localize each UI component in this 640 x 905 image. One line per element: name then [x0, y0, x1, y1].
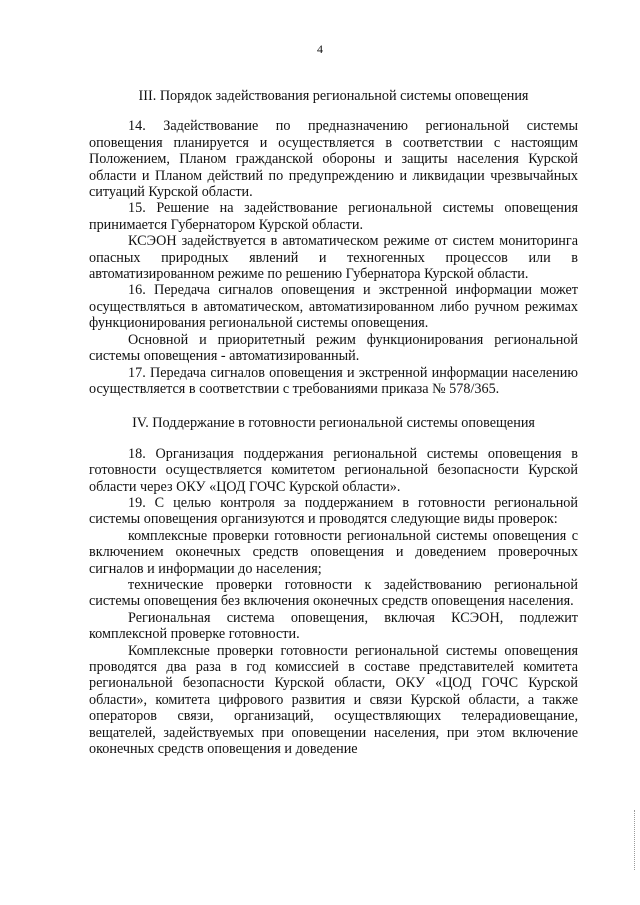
paragraph-16: 16. Передача сигналов оповещения и экстренной информации может осуществляться в автоматическом, автоматизированном либо ручном режимах функционирования региональной системы оповещения. — [89, 282, 578, 332]
scan-edge-mark — [634, 810, 638, 870]
paragraph-18: 18. Организация поддержания региональной системы оповещения в готовности осуществляется комитетом региональной безопасности Курской области через ОКУ «ЦОД ГОЧС Курской области». — [89, 445, 578, 495]
paragraph-main-mode: Основной и приоритетный режим функционирования региональной системы оповещения - автоматизированный. — [89, 331, 578, 365]
paragraph-14: 14. Задействование по предназначению региональной системы оповещения планируется и осуществляется в соответствии с настоящим Положением, Планом гражданской обороны и защиты населения Курской области и Планом действий по предупреждению и ликвидации чрезвычайных ситуаций Курской области. — [89, 118, 578, 201]
paragraph-kseon: КСЭОН задействуется в автоматическом режиме от систем мониторинга опасных природных явлений и техногенных процессов или в автоматизированном режиме по решению Губернатора Курской области. — [89, 233, 578, 283]
paragraph-complex-checks-detail: Комплексные проверки готовности региональной системы оповещения проводятся два раза в год комиссией в составе представителей комитета региональной безопасности Курской области, ОКУ «ЦОД ГОЧС Курской области», комитета цифрового развития и связи Курской области, а также операторов связи, организаций, осуществляющих телерадиовещание, вещателей, задействуемых при оповещении населения, при этом включение оконечных средств оповещения и доведение — [89, 642, 578, 758]
paragraph-15: 15. Решение на задействование региональной системы оповещения принимается Губернатором Курской области. — [89, 200, 578, 233]
document-body — [89, 88, 578, 757]
section-3-heading: III. Порядок задействования региональной системы оповещения — [138, 88, 529, 104]
section-4-heading: IV. Поддержание в готовности региональной системы оповещения — [132, 415, 535, 432]
paragraph-complex-checks: комплексные проверки готовности региональной системы оповещения с включением оконечных средств оповещения и доведением проверочных сигналов и информации до населения; — [89, 527, 578, 577]
paragraph-system-check: Региональная система оповещения, включая КСЭОН, подлежит комплексной проверке готовности. — [89, 609, 578, 643]
paragraph-17: 17. Передача сигналов оповещения и экстренной информации населению осуществляется в соответствии с требованиями приказа № 578/365. — [89, 364, 578, 397]
paragraph-19: 19. С целью контроля за поддержанием в готовности региональной системы оповещения организуются и проводятся следующие виды проверок: — [89, 494, 578, 528]
page-number: 4 — [317, 42, 323, 56]
paragraph-technical-checks: технические проверки готовности к задействованию региональной системы оповещения без включения оконечных средств оповещения населения. — [89, 576, 578, 610]
